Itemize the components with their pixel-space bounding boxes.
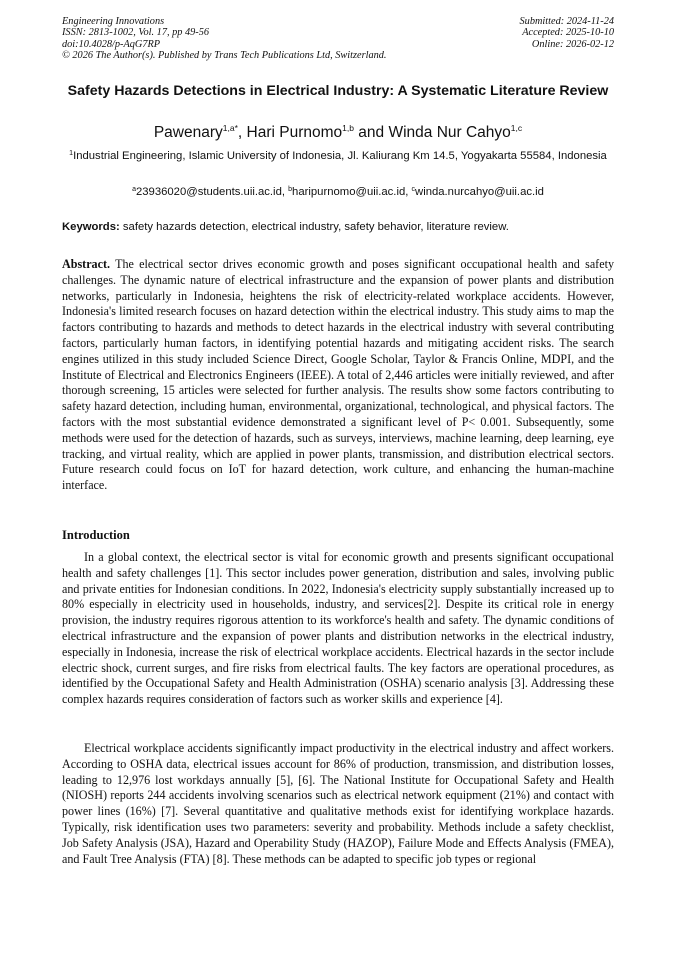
copyright-line: © 2026 The Author(s). Published by Trans Tech Publications Ltd, Switzerland.: [62, 50, 387, 62]
author-separator: ,: [237, 124, 247, 141]
email-list: [62, 185, 614, 200]
email-mark: a: [132, 186, 136, 193]
section-heading-introduction: Introduction: [62, 528, 130, 542]
keywords-text: safety hazards detection, electrical industry, safety behavior, literature review.: [119, 221, 509, 233]
abstract: [62, 257, 614, 494]
submitted-date: Submitted: 2024-11-24: [519, 16, 614, 27]
affiliation-mark: 1: [69, 150, 74, 157]
email-address[interactable]: 23936020@students.uii.ac.id: [135, 186, 282, 198]
accepted-date: Accepted: 2025-10-10: [522, 27, 614, 39]
email-mark: c: [411, 186, 416, 193]
dates-header: [520, 16, 614, 50]
paper-title: Safety Hazards Detections in Electrical Industry: A Systematic Literature Review: [67, 83, 609, 99]
abstract-label: Abstract.: [62, 257, 111, 271]
journal-doi[interactable]: doi:10.4028/p-AqG7RP: [62, 38, 161, 50]
affiliation: [62, 149, 614, 165]
email-separator: ,: [405, 186, 412, 198]
body-paragraph: In a global context, the electrical sector is vital for economic growth and presents significant occupational health and safety challenges [1]. This sector includes power generation, distribution and sales, involving public and private entities for Indonesian conditions. In 2022, Indonesia's electricity supply substantially increased up to 80% especially in electricity used in households, industry, and services[2]. Despite its critical role in energy provision, the industry requires rigorous attention to its workforce's health and safety. The dynamic conditions of electrical infrastructure and the expansion of power plants and distribution networks in the electrical industry, especially in Indonesia, increase the risk of electrical workplace accidents. Electrical hazards in the sector include electric shock, current surges, and fire risks from electrical faults. The key factors are operational procedures, as identified by the Occupational Safety and Health Administration (OSHA) scenario analysis [3]. Addressing these complex hazards requires consideration of factors such as worker skills and experience [4].: [62, 550, 614, 707]
author-affiliation-mark: 1,c: [510, 123, 523, 133]
body-paragraph: Electrical workplace accidents significantly impact productivity in the electrical industry and affect workers. According to OSHA data, electrical issues account for 86% of production, transmission, and distribution losses, leading to 12,976 lost workdays annually [5], [6]. The National Institute for Occupational Safety and Health (NIOSH) reports 244 accidents involving scenarios such as electrical network equipment (21%) and contact with power lines (16%) [7]. Several quantitative and qualitative methods exist for identifying workplace hazards. Typically, risk identification uses two parameters: severity and probability. Methods include a safety checklist, Job Safety Analysis (JSA), Hazard and Operability Study (HAZOP), Failure Mode and Effects Analysis (FMEA), and Fault Tree Analysis (FTA) [8]. These methods can be adapted to specific job types or regional: [62, 741, 614, 866]
author-affiliation-mark: 1,b: [342, 123, 354, 133]
author-name: Hari Purnomo: [246, 124, 343, 141]
affiliation-text: Industrial Engineering, Islamic University of Indonesia, Jl. Kaliurang Km 14.5, Yogyakarta 55584, Indonesia: [73, 150, 607, 162]
abstract-text: The electrical sector drives economic growth and poses significant occupational health and safety challenges. The dynamic nature of electrical infrastructure and the expansion of power plants and distribution networks, particularly in Indonesia, heightens the risk of electricity-related workplace accidents. However, Indonesia's limited research focuses on hazard detection within the electrical industry. This study aims to map the factors contributing to hazards and methods to detect hazards in the electrical industry with several contributing factors, particularly human factors, in identifying potential hazards and mitigating accident risks. The search engines utilized in this study included Science Direct, Google Scholar, Taylor & Francis Online, MDPI, and the Institute of Electrical and Electronics Engineers (IEEE). A total of 2,446 articles were initially reviewed, and after thorough screening, 15 articles were selected for further analysis. The results show some factors contributing to safety hazard detection, including human, environmental, organizational, technological, and physical factors. The factors with the most substantial evidence demonstrated a significant level of P< 0.001. Subsequently, some methods were used for the detection of hazards, such as surveys, interviews, machine learning, deep learning, eye tracking, and virtual reality, which are applied in power plants, transmission, and distribution electrical sectors. Future research could focus on IoT for hazard detection, work culture, and enhancing the human-machine interface.: [62, 257, 614, 493]
email-mark: b: [288, 186, 293, 193]
author-affiliation-mark: 1,a*: [222, 123, 238, 133]
author-list: [62, 124, 614, 142]
author-name: Pawenary: [153, 124, 223, 141]
email-separator: ,: [281, 186, 289, 198]
email-address[interactable]: haripurnomo@uii.ac.id: [292, 186, 406, 198]
journal-issn: ISSN: 2813-1002, Vol. 17, pp 49-56: [62, 27, 210, 39]
journal-name: Engineering Innovations: [62, 16, 165, 27]
author-separator: and: [353, 124, 389, 141]
online-date: Online: 2026-02-12: [531, 38, 614, 50]
keywords: [62, 220, 614, 235]
journal-header: [62, 16, 386, 62]
keywords-label: Keywords:: [62, 221, 120, 233]
email-address[interactable]: winda.nurcahyo@uii.ac.id: [415, 186, 544, 198]
author-name: Winda Nur Cahyo: [388, 124, 511, 141]
